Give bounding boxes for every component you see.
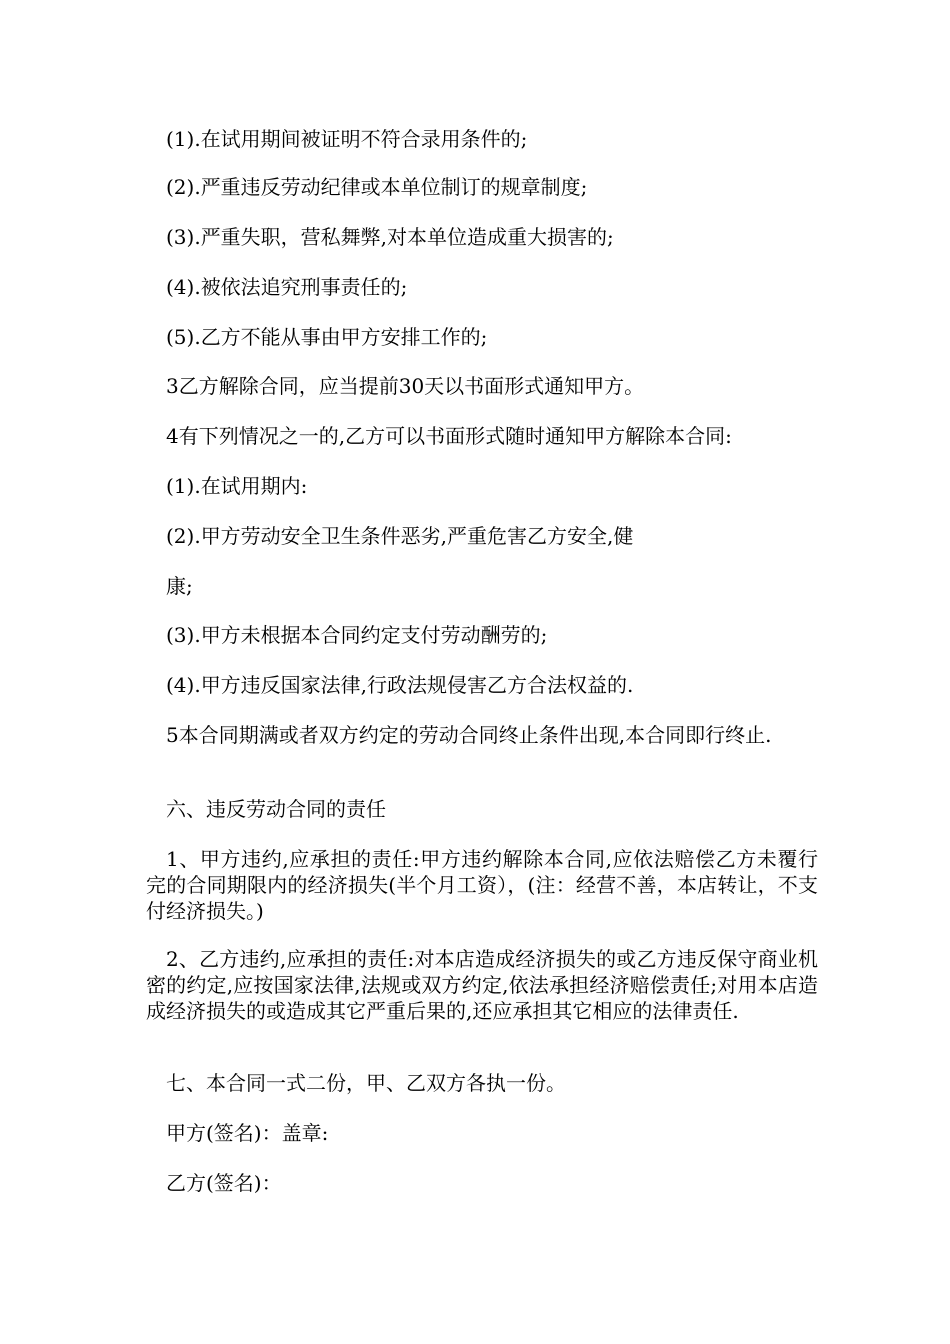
clause-4-conditions: 4有下列情况之一的,乙方可以书面形式随时通知甲方解除本合同: bbox=[166, 424, 732, 448]
clause-item-4-criminal: (4).被依法追究刑事责任的; bbox=[166, 275, 408, 299]
section-6-heading: 六、违反劳动合同的责任 bbox=[166, 797, 386, 821]
party-b-signature-line: 乙方(签名)： bbox=[166, 1171, 282, 1195]
clause-4-item-1: (1).在试用期内: bbox=[166, 474, 308, 498]
party-a-signature-line: 甲方(签名)：盖章: bbox=[166, 1121, 329, 1145]
clause-item-5-unable: (5).乙方不能从事由甲方安排工作的; bbox=[166, 325, 488, 349]
clause-item-2-discipline: (2).严重违反劳动纪律或本单位制订的规章制度; bbox=[166, 175, 588, 199]
section-6-party-a: 1、甲方违约,应承担的责任:甲方违约解除本合同,应依法赔偿乙方未覆行完的合同期限内的经济损失(半个月工资），(注：经营不善，本店转让，不支付经济损失。) bbox=[146, 847, 818, 923]
clause-4-item-2: (2).甲方劳动安全卫生条件恶劣,严重危害乙方安全,健 bbox=[166, 524, 634, 548]
clause-4-item-3: (3).甲方未根据本合同约定支付劳动酬劳的; bbox=[166, 623, 548, 647]
clause-item-3-dereliction: (3).严重失职，营私舞弊,对本单位造成重大损害的; bbox=[166, 225, 614, 249]
clause-4-item-4: (4).甲方违反国家法律,行政法规侵害乙方合法权益的. bbox=[166, 673, 634, 697]
section-7-copies: 七、本合同一式二份，甲、乙双方各执一份。 bbox=[166, 1071, 566, 1095]
clause-item-1-unqualified: (1).在试用期间被证明不符合录用条件的; bbox=[166, 127, 528, 151]
clause-4-item-2-cont: 康; bbox=[166, 574, 193, 598]
clause-5-termination: 5本合同期满或者双方约定的劳动合同终止条件出现,本合同即行终止. bbox=[166, 723, 772, 747]
clause-3-notice: 3乙方解除合同，应当提前30天以书面形式通知甲方。 bbox=[166, 374, 645, 398]
section-6-party-b: 2、乙方违约,应承担的责任:对本店造成经济损失的或乙方违反保守商业机密的约定,应按国家法律,法规或双方约定,依法承担经济赔偿责任;对用本店造成经济损失的或造成其它严重后果的,还应承担其它相应的法律责任. bbox=[146, 947, 818, 1023]
